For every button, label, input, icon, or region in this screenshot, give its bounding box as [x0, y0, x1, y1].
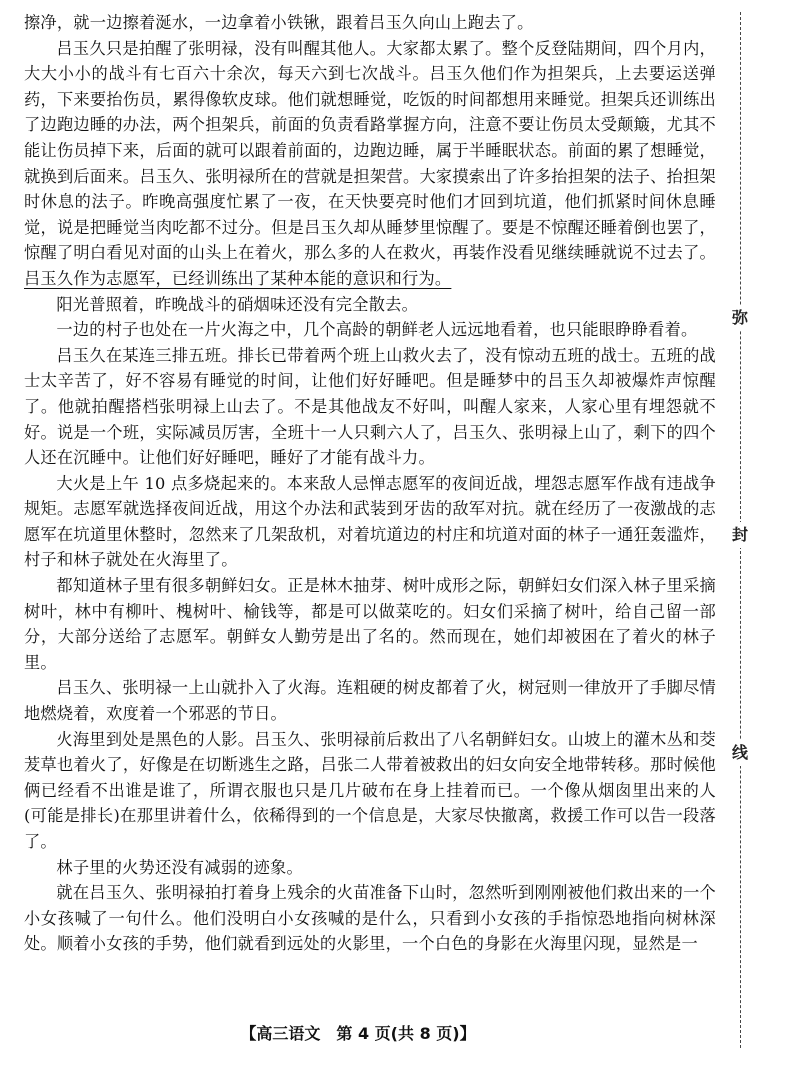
- paragraph: 吕玉久在某连三排五班。排长已带着两个班上山救火去了，没有惊动五班的战士。五班的战士太辛苦了，好不容易有睡觉的时间，让他们好好睡吧。但是睡梦中的吕玉久却被爆炸声惊醒了。他就拍醒搭档张明禄上山去了。不是其他战友不好叫，叫醒人家来，人家心里有埋怨就不好。说是一个班，实际减员厉害，全班十一人只剩六人了，吕玉久、张明禄上山了，剩下的四个人还在沉睡中。让他们好好睡吧，睡好了才能有战斗力。: [24, 345, 716, 468]
- paragraph: 就在吕玉久、张明禄拍打着身上残余的火苗准备下山时，忽然听到刚刚被他们救出来的一个小女孩喊了一句什么。他们没明白小女孩喊的是什么，只看到小女孩的手指惊恐地指向树林深处。顺着小女孩的手势，他们就看到远处的火影里，一个白色的身影在火海里闪现，显然是一: [24, 883, 716, 954]
- paragraph: 都知道林子里有很多朝鲜妇女。正是林木抽芽、树叶成形之际，朝鲜妇女们深入林子里采摘树叶，林中有柳叶、槐树叶、榆钱等，都是可以做菜吃的。妇女们采摘了树叶，给自己留一部分，大部分送给了志愿军。朝鲜女人勤劳是出了名的。然而现在，她们却被困在了着火的林子里。: [24, 576, 716, 672]
- binding-mark-xian: 线: [727, 740, 753, 766]
- paragraph: 火海里到处是黑色的人影。吕玉久、张明禄前后救出了八名朝鲜妇女。山坡上的灌木丛和茭茇草也着火了，好像是在切断逃生之路，吕张二人带着被救出的妇女向安全地带转移。那时候他俩已经看不出谁是谁了，所谓衣服也只是几片破布在身上挂着而已。一个像从烟囱里出来的人(可能是排长)在那里讲着什么，依稀得到的一个信息是，大家尽快撤离，救援工作可以告一段落了。: [24, 729, 716, 851]
- paragraph: 林子里的火势还没有减弱的迹象。: [56, 857, 303, 877]
- paragraph: 擦净，就一边擦着涎水，一边拿着小铁锹，跟着吕玉久向山上跑去了。: [24, 13, 534, 32]
- paragraph: 阳光普照着，昨晚战斗的硝烟味还没有完全散去。: [56, 294, 419, 314]
- underlined-sentence: 吕玉久作为志愿军，已经训练出了某种本能的意识和行为。: [24, 268, 452, 288]
- paragraph: 大火是上午 10 点多烧起来的。本来敌人忌惮志愿军的夜间近战，埋怨志愿军作战有违战争规矩。志愿军就选择夜间近战，用这个办法和武装到牙齿的敌军对抗。就在经历了一夜激战的志愿军在坑道里休整时，忽然来了几架敌机，对着坑道边的村庄和坑道对面的林子一通狂轰滥炸，村子和林子就处在火海里了。: [24, 473, 716, 570]
- paragraph: 一边的村子也处在一片火海之中，几个高龄的朝鲜老人远远地看着，也只能眼睁睁看着。: [56, 320, 698, 340]
- document-body: [24, 10, 716, 957]
- binding-mark-mi: 弥: [727, 305, 753, 331]
- paragraph: 吕玉久只是拍醒了张明禄，没有叫醒其他人。大家都太累了。整个反登陆期间，四个月内，大大小小的战斗有七百六十余次，每天六到七次战斗。吕玉久他们作为担架兵，上去要运送弹药，下来要抬伤员，累得像软皮球。他们就想睡觉，吃饭的时间都想用来睡觉。担架兵还训练出了边跑边睡的办法，两个担架兵，前面的负责看路掌握方向，注意不要让伤员太受颠簸，尤其不能让伤员掉下来，后面的就可以跟着前面的，边跑边睡，属于半睡眠状态。前面的累了想睡觉，就换到后面来。吕玉久、张明禄所在的营就是担架营。大家摸索出了许多抬担架的法子、抬担架时休息的法子。昨晚高强度忙累了一夜，在天快要亮时他们才回到坑道，他们抓紧时间休息睡觉，说是把睡觉当肉吃都不过分。但是吕玉久却从睡梦里惊醒了。要是不惊醒还睡着倒也罢了，惊醒了明白看见对面的山头上在着火，那么多的人在救火，再装作没看见继续睡就说不过去了。吕玉久作为志愿军，已经训练出了某种本能的意识和行为。: [24, 38, 716, 288]
- binding-mark-feng: 封: [727, 522, 753, 548]
- paragraph: 吕玉久、张明禄一上山就扑入了火海。连粗硬的树皮都着了火，树冠则一律放开了手脚尽情地燃烧着，欢度着一个邪恶的节日。: [24, 678, 716, 724]
- page-footer: 【高三语文 第 4 页(共 8 页)】: [240, 1024, 476, 1043]
